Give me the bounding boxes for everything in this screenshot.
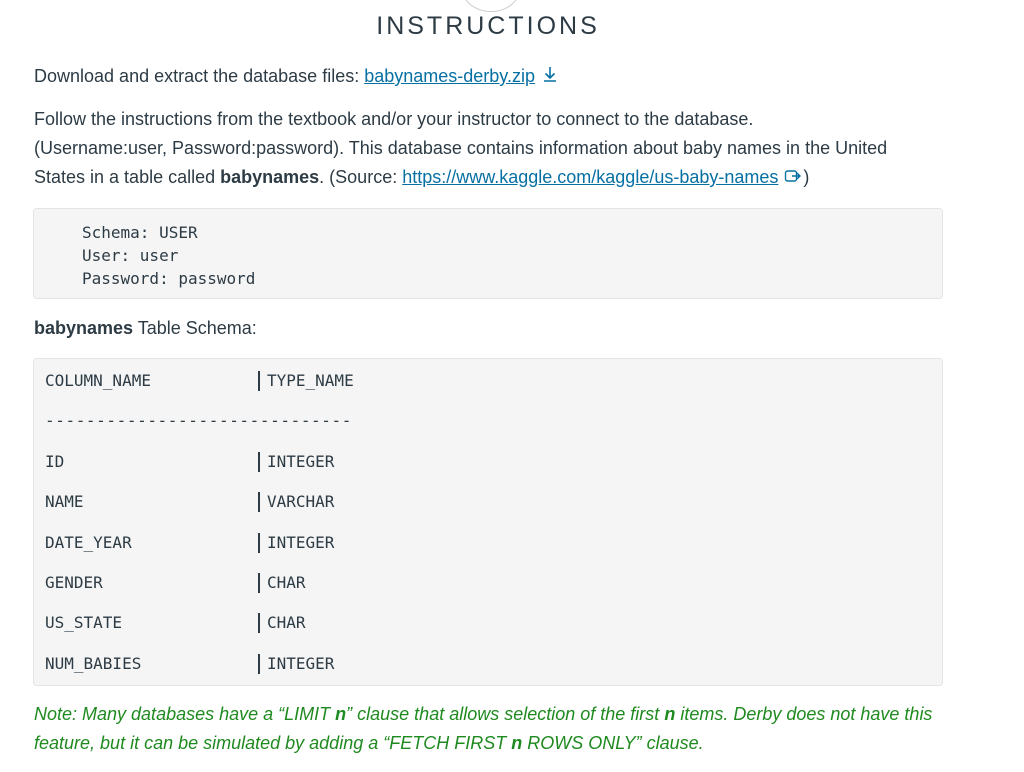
column-separator — [258, 371, 260, 391]
download-paragraph — [34, 62, 559, 92]
column-name: GENDER — [45, 573, 103, 592]
note-n-3: n — [511, 733, 523, 753]
column-separator — [258, 613, 260, 633]
column-separator — [258, 533, 260, 553]
connection-code-block — [33, 208, 943, 299]
header-type-name: TYPE_NAME — [267, 371, 354, 390]
page-title: INSTRUCTIONS — [376, 12, 600, 40]
intro-line-3b: . (Source: — [319, 167, 403, 187]
download-link[interactable]: babynames-derby.zip — [364, 66, 535, 86]
intro-line-1: Follow the instructions from the textbook and/or your instructor to connect to the database. — [34, 109, 754, 129]
schema-line: Schema: USER — [82, 223, 198, 242]
note-text-3: items. Derby does not have this feature, but it can be simulated by adding a “FETCH FIRST — [34, 704, 933, 753]
schema-code-block — [33, 358, 943, 686]
type-name: VARCHAR — [267, 492, 335, 511]
password-line: Password: password — [82, 269, 256, 288]
note-n-1: n — [335, 704, 347, 724]
column-name: US_STATE — [45, 613, 123, 632]
intro-paragraph — [34, 105, 934, 193]
column-name: ID — [45, 452, 65, 471]
note-n-2: n — [664, 704, 676, 724]
type-name: CHAR — [267, 573, 306, 592]
note-text-4: ROWS ONLY” clause. — [522, 733, 704, 753]
type-name: INTEGER — [267, 452, 335, 471]
column-separator — [258, 492, 260, 512]
table-schema-rest: Table Schema: — [133, 318, 257, 338]
intro-line-3a: States in a table called — [34, 167, 221, 187]
header-divider: ------------------------------ — [45, 411, 352, 430]
column-name: NAME — [45, 492, 84, 511]
column-separator — [258, 573, 260, 593]
external-link-icon[interactable] — [784, 164, 802, 193]
intro-line-3c: ) — [803, 167, 810, 187]
source-link[interactable]: https://www.kaggle.com/kaggle/us-baby-names — [402, 167, 779, 187]
column-name: DATE_YEAR — [45, 533, 132, 552]
column-separator — [258, 654, 260, 674]
download-text: Download and extract the database files: — [34, 66, 365, 86]
column-separator — [258, 452, 260, 472]
column-name: NUM_BABIES — [45, 654, 142, 673]
table-name-bold: babynames — [220, 167, 320, 187]
note-paragraph — [34, 700, 944, 758]
table-schema-name: babynames — [34, 318, 134, 338]
download-icon[interactable] — [541, 63, 559, 92]
type-name: CHAR — [267, 613, 306, 632]
note-text-2: ” clause that allows selection of the first — [346, 704, 665, 724]
table-schema-label — [34, 314, 257, 343]
type-name: INTEGER — [267, 654, 335, 673]
connection-details — [82, 221, 255, 290]
header-column-name: COLUMN_NAME — [45, 371, 151, 390]
note-text-1: Note: Many databases have a “LIMIT — [34, 704, 336, 724]
top-circle-decoration — [462, 0, 520, 12]
type-name: INTEGER — [267, 533, 335, 552]
intro-line-2: (Username:user, Password:password). This database contains information about baby names in the United — [34, 138, 888, 158]
user-line: User: user — [82, 246, 179, 265]
